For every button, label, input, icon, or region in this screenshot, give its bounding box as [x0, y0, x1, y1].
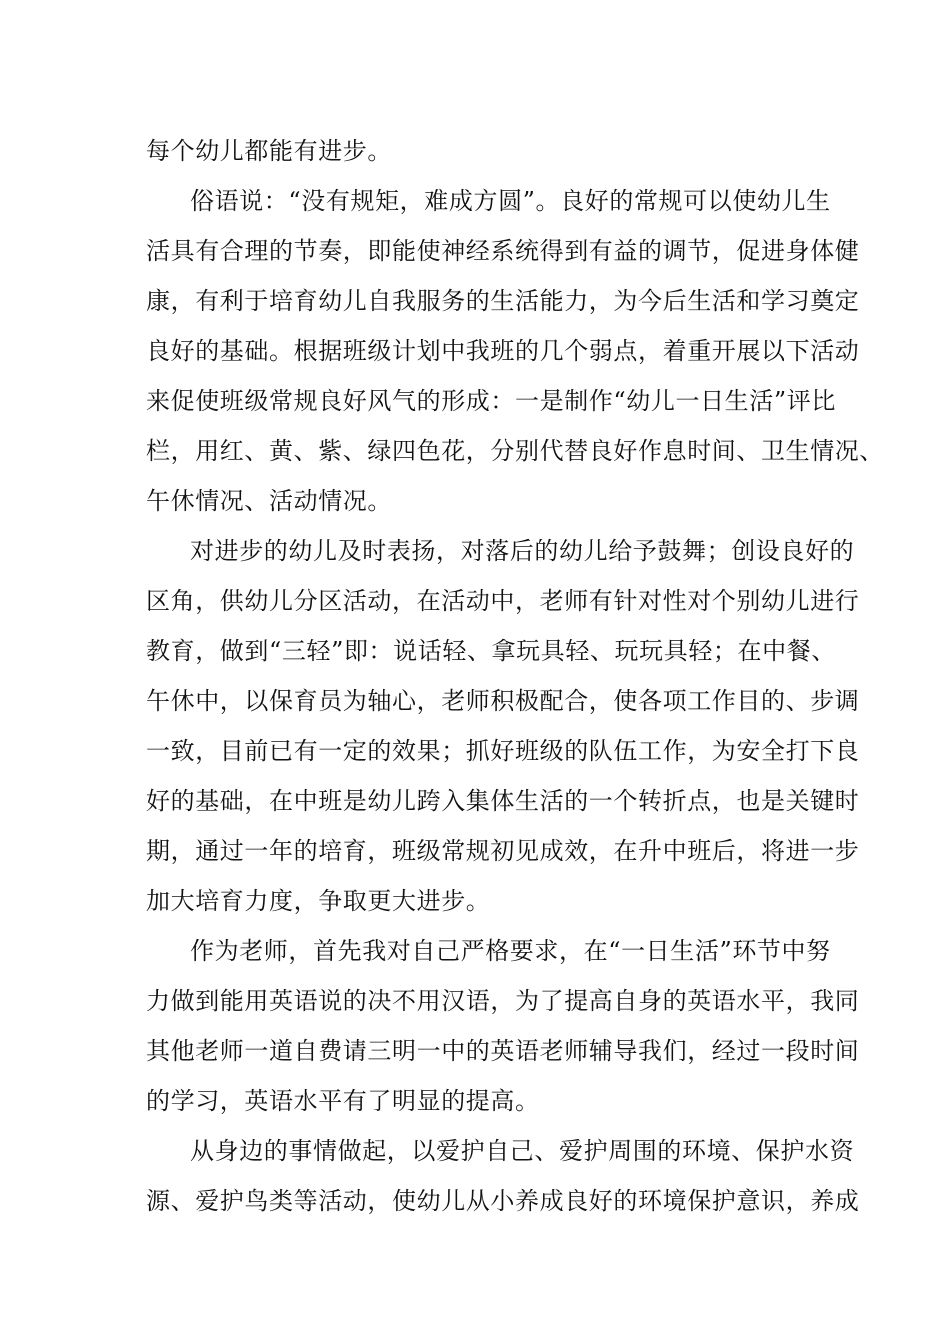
text-line: 一致，目前已有一定的效果；抓好班级的队伍工作，为安全打下良 — [146, 737, 860, 765]
text-line: 加大培育力度，争取更大进步。 — [146, 887, 491, 915]
text-line: 教育，做到“三轻”即：说话轻、拿玩具轻、玩玩具轻；在中餐、 — [146, 637, 836, 665]
paragraph-first-line: 从身边的事情做起，以爱护自己、爱护周围的环境、保护水资 — [190, 1137, 855, 1165]
text-line: 良好的基础。根据班级计划中我班的几个弱点，着重开展以下活动 — [146, 337, 860, 365]
paragraph-first-line: 作为老师，首先我对自己严格要求，在“一日生活”环节中努 — [190, 937, 831, 965]
text-line: 康，有利于培育幼儿自我服务的生活能力，为今后生活和学习奠定 — [146, 287, 860, 315]
text-line: 好的基础，在中班是幼儿跨入集体生活的一个转折点，也是关键时 — [146, 787, 860, 815]
paragraph-first-line: 对进步的幼儿及时表扬，对落后的幼儿给予鼓舞；创设良好的 — [190, 537, 855, 565]
text-line: 期，通过一年的培育，班级常规初见成效，在升中班后，将进一步 — [146, 837, 860, 865]
text-line: 午休情况、活动情况。 — [146, 487, 392, 515]
text-line: 的学习，英语水平有了明显的提高。 — [146, 1087, 540, 1115]
text-line: 来促使班级常规良好风气的形成：一是制作“幼儿一日生活”评比 — [146, 387, 836, 415]
text-line: 每个幼儿都能有进步。 — [146, 137, 392, 165]
text-line: 源、爱护鸟类等活动，使幼儿从小养成良好的环境保护意识，养成 — [146, 1187, 860, 1215]
text-line: 区角，供幼儿分区活动，在活动中，老师有针对性对个别幼儿进行 — [146, 587, 860, 615]
text-line: 力做到能用英语说的决不用汉语，为了提高自身的英语水平，我同 — [146, 987, 860, 1015]
text-line: 活具有合理的节奏，即能使神经系统得到有益的调节，促进身体健 — [146, 237, 860, 265]
text-line: 其他老师一道自费请三明一中的英语老师辅导我们，经过一段时间 — [146, 1037, 860, 1065]
paragraph-first-line: 俗语说：“没有规矩，难成方圆”。良好的常规可以使幼儿生 — [190, 187, 831, 215]
text-line: 午休中，以保育员为轴心，老师积极配合，使各项工作目的、步调 — [146, 687, 860, 715]
text-line: 栏，用红、黄、紫、绿四色花，分别代替良好作息时间、卫生情况、 — [146, 437, 884, 465]
